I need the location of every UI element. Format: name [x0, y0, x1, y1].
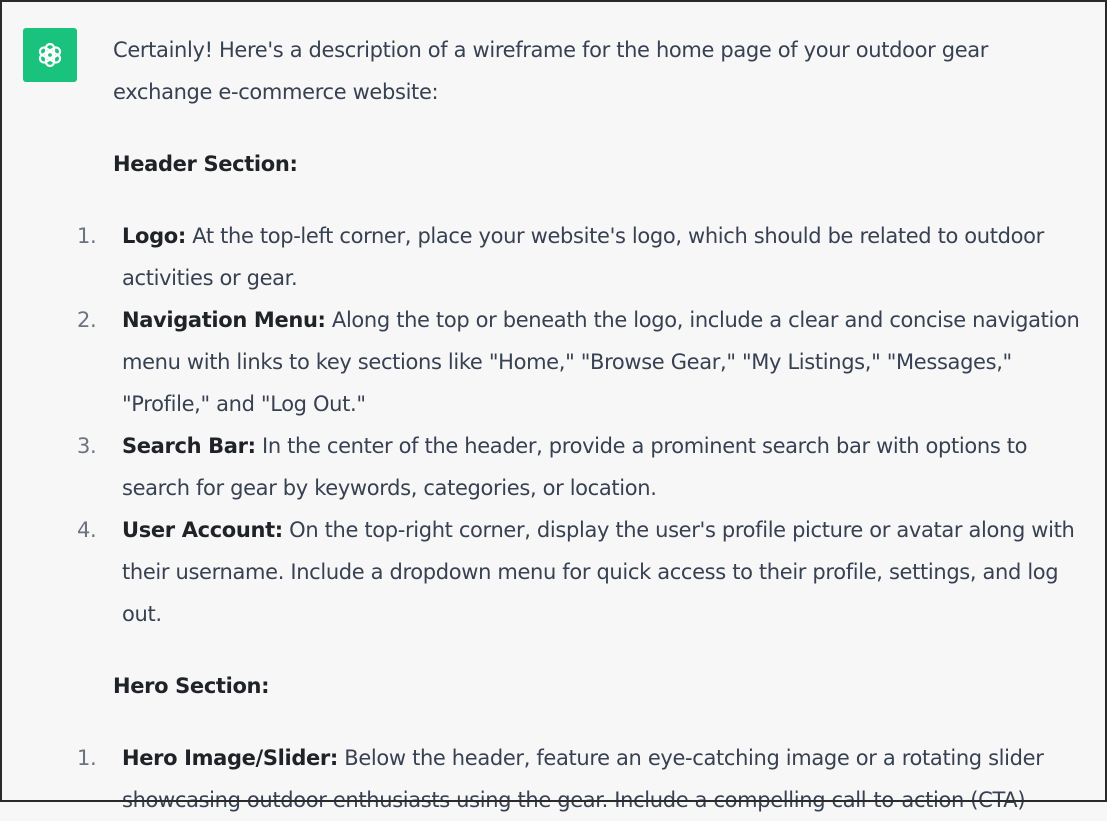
- list-item: [77, 737, 1093, 821]
- assistant-message: [77, 29, 1093, 821]
- list-number: 4.: [77, 518, 97, 542]
- list-item: [77, 215, 1093, 299]
- list-text: At the top-left corner, place your website's logo, which should be related to outdoor activities or gear.: [122, 224, 1044, 290]
- section-heading-header: Header Section:: [113, 152, 298, 176]
- list-term: User Account:: [122, 518, 283, 542]
- openai-logo-icon: [34, 39, 66, 71]
- list-text: Below the header, feature an eye-catching image or a rotating slider showcasing outdoor enthusiasts using the gear. Include a compelling call-to-action (CTA): [122, 746, 1044, 812]
- list-term: Hero Image/Slider:: [122, 746, 338, 770]
- list-text: Along the top or beneath the logo, include a clear and concise navigation menu with links to key sections like "Home," "Browse Gear," "My Listings," "Messages," "Profile," and "Log Out.": [122, 308, 1080, 416]
- list-text: On the top-right corner, display the user's profile picture or avatar along with their username. Include a dropdown menu for quick access to their profile, settings, and log out.: [122, 518, 1075, 626]
- list-term: Search Bar:: [122, 434, 256, 458]
- message-intro: Certainly! Here's a description of a wireframe for the home page of your outdoor gear exchange e-commerce website:: [113, 38, 989, 104]
- list-text: In the center of the header, provide a prominent search bar with options to search for gear by keywords, categories, or location.: [122, 434, 1028, 500]
- list-number: 3.: [77, 434, 97, 458]
- list-number: 1.: [77, 224, 97, 248]
- list-item: [77, 299, 1093, 425]
- assistant-avatar: [23, 28, 77, 82]
- list-term: Logo:: [122, 224, 186, 248]
- list-number: 2.: [77, 308, 97, 332]
- section-heading-hero: Hero Section:: [113, 674, 270, 698]
- hero-section-list: [77, 737, 1093, 821]
- list-item: [77, 509, 1093, 635]
- list-number: 1.: [77, 746, 97, 770]
- list-item: [77, 425, 1093, 509]
- list-term: Navigation Menu:: [122, 308, 326, 332]
- header-section-list: [77, 215, 1093, 635]
